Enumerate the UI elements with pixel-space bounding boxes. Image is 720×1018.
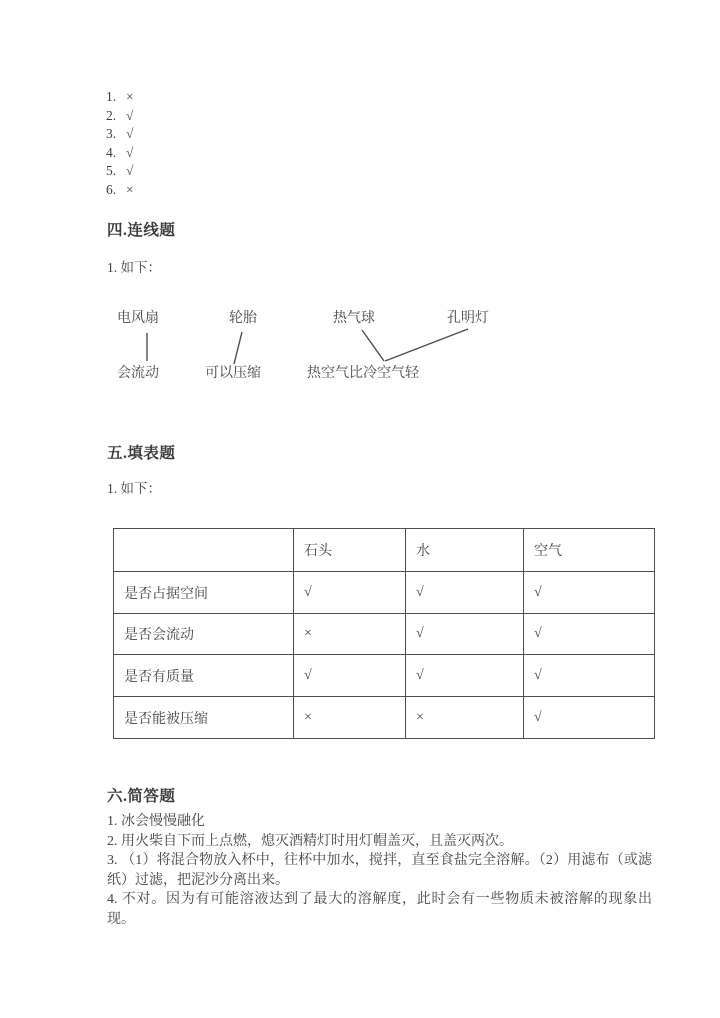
cross-mark: × <box>294 614 406 655</box>
cross-mark: × <box>294 697 406 739</box>
tf-answer-number: 2. <box>106 107 117 123</box>
tf-answer-number: 5. <box>106 163 117 179</box>
connector-balloon-to-hotair <box>362 330 384 361</box>
short-answer-1: 1. 冰会慢慢融化 <box>107 814 205 829</box>
tf-answer-6 <box>106 181 134 200</box>
table-header-row <box>114 529 655 572</box>
row-label-compressible: 是否能被压缩 <box>114 697 294 739</box>
table-row <box>114 614 655 655</box>
table-row <box>114 655 655 697</box>
short-answer-2: 2. 用火柴自下而上点燃，熄灭酒精灯时用灯帽盖灭，且盖灭两次。 <box>107 833 513 849</box>
cross-mark: × <box>406 697 524 739</box>
tf-answer-4 <box>106 144 134 163</box>
table-header-water: 水 <box>406 529 524 572</box>
tf-answer-number: 3. <box>106 126 117 142</box>
cross-mark: × <box>126 181 134 197</box>
table-header-empty-cell <box>114 529 294 572</box>
check-mark: √ <box>406 572 524 614</box>
properties-table <box>113 528 655 739</box>
short-answer-4: 4. 不对。因为有可能溶液达到了最大的溶解度，此时会有一些物质未被溶解的现象出现。 <box>107 892 652 927</box>
tf-answer-5 <box>106 162 134 181</box>
match-top-electric-fan: 电风扇 <box>117 311 159 326</box>
check-mark: √ <box>406 614 524 655</box>
fill-table-question-label: 1. 如下： <box>107 481 161 496</box>
row-label-occupies-space: 是否占据空间 <box>114 572 294 614</box>
table-row <box>114 572 655 614</box>
tf-answer-1 <box>106 88 134 107</box>
row-label-can-flow: 是否会流动 <box>114 614 294 655</box>
tf-answer-number: 1. <box>106 89 117 104</box>
check-mark: √ <box>524 572 655 614</box>
check-mark: √ <box>126 107 134 123</box>
tf-answer-number: 6. <box>106 181 117 197</box>
short-answer-3: 3. （1）将混合物放入杯中，往杯中加水，搅拌，直至食盐完全溶解。（2）用滤布（或滤纸）过滤，把泥沙分离出来。 <box>107 853 652 888</box>
table-header-stone: 石头 <box>294 529 406 572</box>
check-mark: √ <box>524 614 655 655</box>
check-mark: √ <box>406 655 524 697</box>
row-label-has-mass: 是否有质量 <box>114 655 294 697</box>
match-bottom-can-flow: 会流动 <box>117 366 159 381</box>
table-row <box>114 697 655 739</box>
check-mark: √ <box>294 655 406 697</box>
match-top-tire: 轮胎 <box>229 311 257 326</box>
match-bottom-hot-air-lighter: 热空气比冷空气轻 <box>307 366 419 381</box>
match-bottom-compressible: 可以压缩 <box>205 366 261 381</box>
connector-lantern-to-hotair <box>385 329 468 361</box>
table-header-air: 空气 <box>524 529 655 572</box>
check-mark: √ <box>126 163 134 179</box>
matching-question-label: 1. 如下： <box>107 260 161 275</box>
tf-answer-2 <box>106 107 134 126</box>
check-mark: √ <box>524 697 655 739</box>
tf-answer-number: 4. <box>106 144 117 160</box>
section-title-short-answer: 六.简答题 <box>107 788 176 805</box>
match-top-sky-lantern: 孔明灯 <box>447 311 489 326</box>
check-mark: √ <box>126 126 134 142</box>
check-mark: √ <box>126 144 134 160</box>
section-title-fill-table: 五.填表题 <box>107 445 176 462</box>
check-mark: √ <box>294 572 406 614</box>
check-mark: √ <box>524 655 655 697</box>
cross-mark: × <box>126 89 134 104</box>
tf-answer-3 <box>106 125 134 144</box>
connector-tire-to-compress <box>234 332 242 364</box>
short-answer-list <box>107 812 652 929</box>
section-title-matching: 四.连线题 <box>107 222 176 239</box>
true-false-answer-list <box>106 88 134 200</box>
match-top-hot-air-balloon: 热气球 <box>333 311 375 326</box>
fill-table-container <box>113 528 655 739</box>
